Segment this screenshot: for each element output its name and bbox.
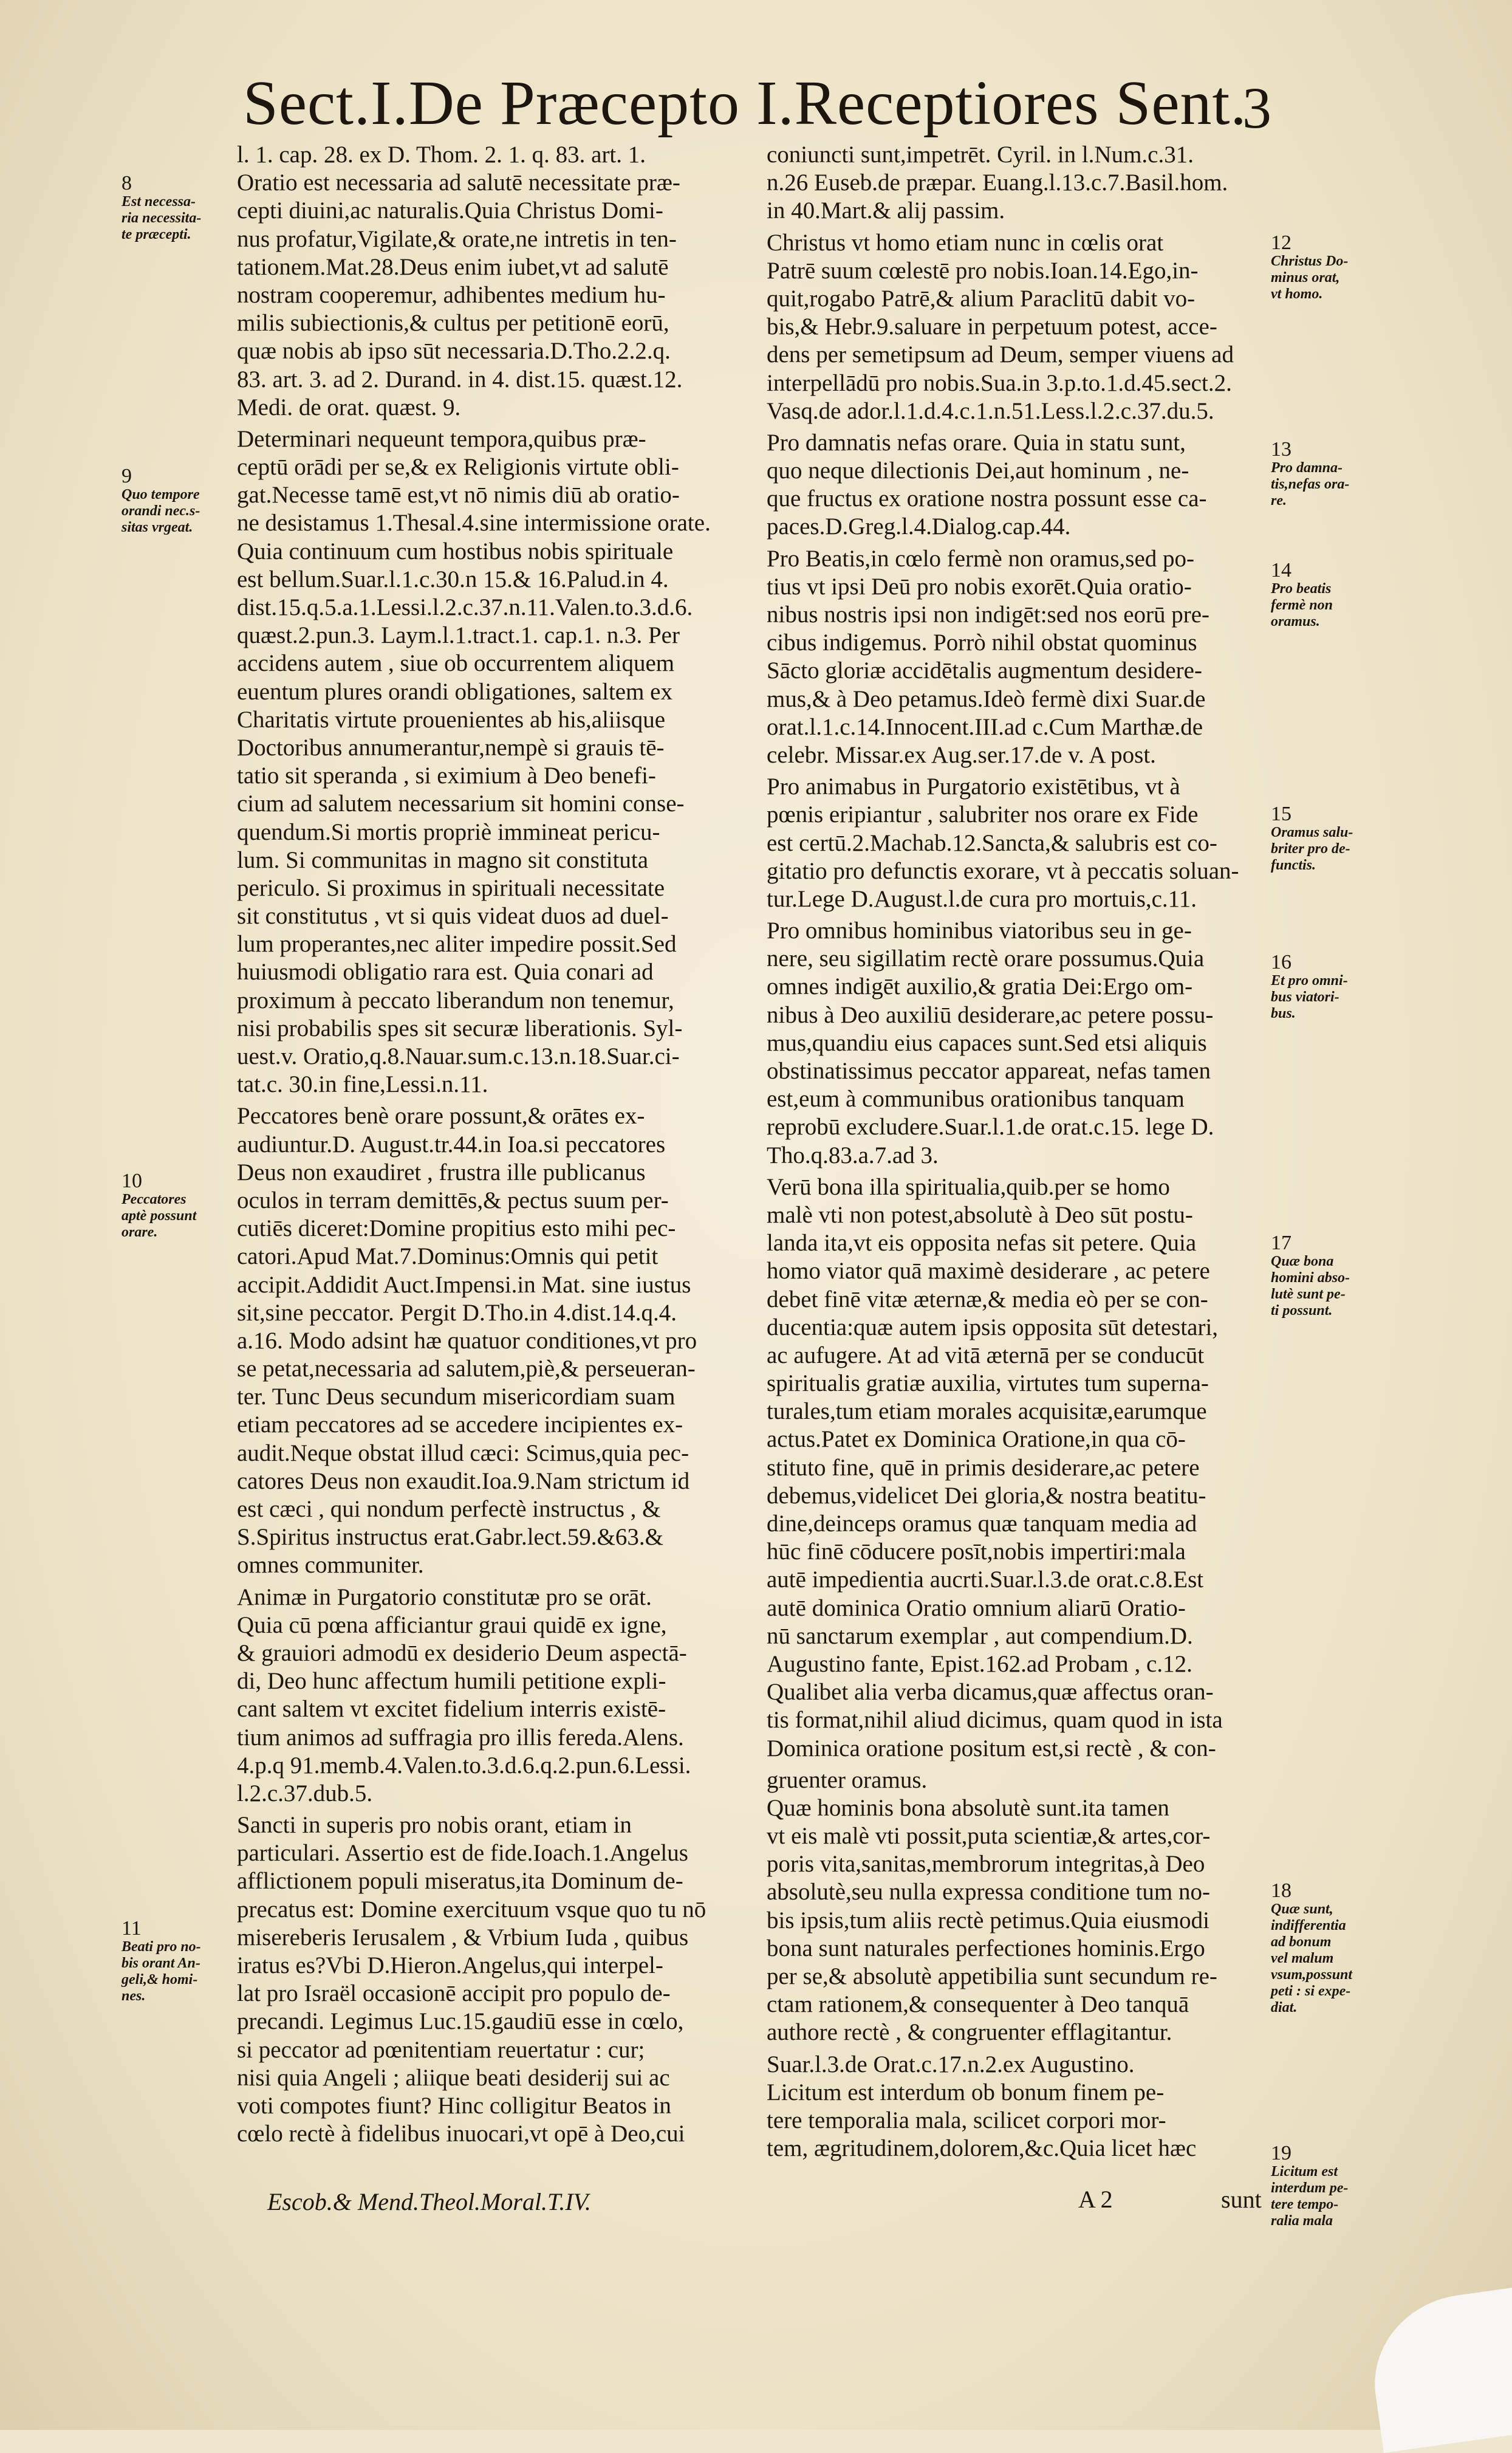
- text-line: etiam peccatores ad se accedere incipientes ex-: [237, 1412, 683, 1438]
- text-line: reprobū excludere.Suar.l.1.de orat.c.15. lege D.: [767, 1114, 1214, 1141]
- text-line: Doctoribus annumerantur,nempè si grauis tē-: [237, 734, 665, 761]
- margin-note-line: functis.: [1271, 857, 1316, 873]
- text-line: est bellum.Suar.l.1.c.30.n 15.& 16.Palud.in 4.: [237, 566, 669, 592]
- margin-note-line: Pro damna-: [1271, 460, 1343, 476]
- text-line: actus.Patet ex Dominica Oratione,in qua cō-: [767, 1426, 1186, 1453]
- margin-note: [1271, 803, 1404, 874]
- text-line: dist.15.q.5.a.1.Lessi.l.2.c.37.n.11.Valen.to.3.d.6.: [237, 594, 693, 620]
- text-line: audit.Neque obstat illud cæci: Scimus,quia pec-: [237, 1439, 689, 1466]
- text-line: cœlo rectè à fidelibus inuocari,vt opē à Deo,cui: [237, 2121, 685, 2147]
- margin-note-line: vsum,possunt: [1271, 1967, 1353, 1983]
- text-line: que fructus ex oratione nostra possunt esse ca-: [767, 485, 1207, 512]
- text-line: omnes communiter.: [237, 1552, 424, 1579]
- margin-note-line: geli,& homi-: [121, 1972, 198, 1988]
- margin-note-line: diat.: [1271, 2000, 1298, 2016]
- margin-note-line: Quo tempore: [121, 487, 200, 503]
- text-line: accipit.Addidit Auct.Impensi.in Mat. sine iustus: [237, 1271, 691, 1298]
- text-line: sit,sine peccator. Pergit D.Tho.in 4.dist.14.q.4.: [237, 1299, 677, 1326]
- text-line: est cæci , qui nondum perfectè instructus , &: [237, 1496, 661, 1522]
- text-line: Quæ hominis bona absolutè sunt.ita tamen: [767, 1794, 1169, 1821]
- margin-note-line: Oramus salu-: [1271, 825, 1353, 840]
- text-line: coniuncti sunt,impetrēt. Cyril. in l.Num.c.31.: [767, 142, 1194, 168]
- margin-note: [1271, 951, 1404, 1022]
- text-line: cepti diuini,ac naturalis.Quia Christus Domi-: [237, 197, 663, 224]
- catchword: sunt: [1221, 2186, 1262, 2213]
- text-line: cibus indigemus. Porrò nihil obstat quominus: [767, 630, 1197, 656]
- text-line: milis subiectionis,& cultus per petitionē eorū,: [237, 310, 669, 337]
- margin-note-line: Quæ sunt,: [1271, 1901, 1333, 1917]
- text-line: omnes indigēt auxilio,& gratia Dei:Ergo om-: [767, 973, 1193, 1000]
- text-line: a.16. Modo adsint hæ quatuor conditiones,vt pro: [237, 1327, 697, 1354]
- margin-note-line: ti possunt.: [1271, 1303, 1333, 1319]
- text-line: Dominica oratione positum est,si rectè , & con-: [767, 1735, 1216, 1762]
- margin-note: [1271, 232, 1404, 303]
- text-line: tat.c. 30.in fine,Lessi.n.11.: [237, 1071, 488, 1098]
- text-line: Christus vt homo etiam nunc in cœlis orat: [767, 229, 1164, 256]
- text-line: tationem.Mat.28.Deus enim iubet,vt ad salutē: [237, 253, 669, 280]
- margin-note: [121, 172, 231, 243]
- text-line: tatio sit speranda , si eximium à Deo benefi-: [237, 763, 656, 789]
- text-line: nibus à Deo auxiliū desiderare,ac petere possu-: [767, 1001, 1214, 1028]
- page-number: 3: [1242, 75, 1271, 140]
- text-line: quo neque dilectionis Dei,aut hominum , ne-: [767, 458, 1189, 484]
- margin-note-line: re.: [1271, 493, 1287, 509]
- text-line: quendum.Si mortis propriè immineat pericu-: [237, 818, 660, 845]
- text-line: & grauiori admodū ex desiderio Deum aspectā-: [237, 1639, 687, 1666]
- text-line: Vasq.de ador.l.1.d.4.c.1.n.51.Less.l.2.c.37.du.5.: [767, 397, 1214, 424]
- text-line: in 40.Mart.& alij passim.: [767, 197, 1005, 224]
- text-line: turales,tum etiam morales acquisitæ,earumque: [767, 1398, 1207, 1425]
- text-line: gat.Necesse tamē est,vt nō nimis diū ab oratio-: [237, 482, 680, 509]
- margin-note-line: orare.: [121, 1224, 158, 1240]
- text-line: Quia continuum cum hostibus nobis spirituale: [237, 538, 674, 564]
- text-line: authore rectè , & congruenter efflagitantur.: [767, 2019, 1172, 2046]
- left-text-column: [237, 141, 735, 2148]
- margin-note: [1271, 2142, 1404, 2229]
- paragraph-number: 13: [1271, 438, 1291, 461]
- paragraph-number: 14: [1271, 559, 1291, 582]
- text-line: per se,& absolutè appetibilia sunt secundum re-: [767, 1963, 1217, 1989]
- text-line: ac aufugere. At ad vitā æternā per se conducūt: [767, 1342, 1205, 1368]
- paragraph-number: 15: [1271, 803, 1291, 825]
- paragraph-number: 17: [1271, 1232, 1291, 1254]
- text-line: obstinatissimus peccator appareat, nefas tamen: [767, 1058, 1211, 1084]
- text-line: tium animos ad suffragia pro illis fereda.Alens.: [237, 1724, 684, 1751]
- text-line: se petat,necessaria ad salutem,piè,& perseueran-: [237, 1356, 696, 1382]
- margin-note: [1271, 438, 1404, 509]
- paragraph-number: 11: [121, 1917, 142, 1940]
- text-line: tius vt ipsi Deū pro nobis exorēt.Quia oratio-: [767, 573, 1192, 600]
- text-line: particulari. Assertio est de fide.Ioach.1.Angelus: [237, 1840, 688, 1867]
- text-line: Pro omnibus hominibus viatoribus seu in ge-: [767, 918, 1192, 944]
- margin-note-line: nes.: [121, 1988, 146, 2004]
- text-line: autē impedientia aucrti.Suar.l.3.de orat.c.8.Est: [767, 1566, 1204, 1593]
- text-line: l.2.c.37.dub.5.: [237, 1780, 373, 1806]
- text-line: nisi quia Angeli ; aliique beati desiderij sui ac: [237, 2064, 670, 2091]
- text-line: vt eis malè vti possit,puta scientiæ,& artes,cor-: [767, 1823, 1211, 1850]
- paragraph-number: 19: [1271, 2142, 1291, 2164]
- text-line: audiuntur.D. August.tr.44.in Ioa.si peccatores: [237, 1131, 666, 1158]
- text-line: nisi probabilis spes sit securæ liberationis. Syl-: [237, 1015, 683, 1041]
- torn-page-corner: [1364, 2287, 1512, 2453]
- text-line: ceptū orādi per se,& ex Religionis virtute obli-: [237, 454, 679, 481]
- text-line: Pro animabus in Purgatorio existētibus, vt à: [767, 774, 1180, 800]
- text-line: pœnis eripiantur , salubriter nos orare ex Fide: [767, 801, 1199, 828]
- text-line: tur.Lege D.August.l.de cura pro mortuis,c.11.: [767, 885, 1197, 912]
- margin-note-line: bus.: [1271, 1006, 1296, 1021]
- text-line: debet finē vitæ æternæ,& media eò per se con-: [767, 1286, 1208, 1312]
- text-line: lum. Si communitas in magno sit constituta: [237, 846, 649, 873]
- text-line: hūc finē cōducere posīt,nobis impertiri:mala: [767, 1539, 1186, 1565]
- paragraph-number: 12: [1271, 232, 1291, 254]
- text-line: tem, ægritudinem,dolorem,&c.Quia licet hæc: [767, 2135, 1197, 2162]
- text-line: cium ad salutem necessarium sit homini conse-: [237, 791, 685, 817]
- text-line: est,eum à communibus orationibus tanquam: [767, 1086, 1185, 1113]
- paragraph-number: 10: [121, 1170, 142, 1192]
- margin-note-line: Pro beatis: [1271, 581, 1332, 597]
- text-line: Deus non exaudiret , frustra ille publicanus: [237, 1159, 646, 1185]
- text-line: nus profatur,Vigilate,& orate,ne intretis in ten-: [237, 225, 677, 252]
- margin-note-line: Quæ bona: [1271, 1254, 1334, 1269]
- margin-note-line: fermè non: [1271, 597, 1333, 613]
- text-line: tis format,nihil aliud dicimus, quam quod in ista: [767, 1707, 1223, 1734]
- text-line: misereberis Ierusalem , & Vrbium Iuda , quibus: [237, 1924, 689, 1950]
- text-line: euentum plures orandi obligationes, saltem ex: [237, 678, 672, 705]
- margin-note-line: bus viatori-: [1271, 989, 1339, 1005]
- text-line: absolutè,seu nulla expressa conditione tum no-: [767, 1879, 1210, 1906]
- right-text-column: [767, 141, 1266, 2163]
- margin-note-line: tere tempo-: [1271, 2197, 1339, 2212]
- signature-mark: A 2: [1078, 2186, 1113, 2213]
- text-line: mus,& à Deo petamus.Ideò fermè dixi Suar.de: [767, 685, 1206, 712]
- text-line: catori.Apud Mat.7.Dominus:Omnis qui petit: [237, 1243, 659, 1270]
- margin-note-line: tis,nefas ora-: [1271, 476, 1350, 492]
- text-line: Licitum est interdum ob bonum finem pe-: [767, 2079, 1165, 2105]
- text-line: catores Deus non exaudit.Ioa.9.Nam strictum id: [237, 1467, 690, 1494]
- text-line: quæ nobis ab ipso sūt necessaria.D.Tho.2.2.q.: [237, 338, 671, 365]
- text-line: Verū bona illa spiritualia,quib.per se homo: [767, 1173, 1170, 1200]
- text-line: Animæ in Purgatorio constitutæ pro se orāt.: [237, 1583, 652, 1610]
- text-line: bis,& Hebr.9.saluare in perpetuum potest, acce-: [767, 314, 1217, 340]
- paragraph-number: 8: [121, 172, 132, 194]
- margin-note: [121, 465, 231, 536]
- margin-note: [1271, 559, 1404, 630]
- margin-note-line: aptè possunt: [121, 1208, 197, 1224]
- text-line: accidens autem , siue ob occurrentem aliquem: [237, 650, 675, 677]
- text-line: ne desistamus 1.Thesal.4.sine intermissione orate.: [237, 510, 711, 537]
- text-line: celebr. Missar.ex Aug.ser.17.de v. A post.: [767, 741, 1156, 768]
- margin-note-line: Peccatores: [121, 1192, 186, 1207]
- margin-note-line: homini abso-: [1271, 1270, 1350, 1286]
- text-line: Oratio est necessaria ad salutē necessitate præ-: [237, 170, 680, 196]
- margin-note: [121, 1917, 231, 2005]
- text-line: precandi. Legimus Luc.15.gaudiū esse in cœlo,: [237, 2008, 684, 2035]
- text-line: tere temporalia mala, scilicet corpori mor-: [767, 2107, 1166, 2133]
- text-line: Pro Beatis,in cœlo fermè non oramus,sed po-: [767, 545, 1195, 572]
- text-line: homo viator quā maximè desiderare , ac petere: [767, 1258, 1210, 1285]
- text-line: spiritualis gratiæ auxilia, virtutes tum superna-: [767, 1370, 1209, 1397]
- text-line: Peccatores benè orare possunt,& orātes ex-: [237, 1103, 645, 1130]
- margin-note-line: vel malum: [1271, 1950, 1334, 1966]
- text-line: quæst.2.pun.3. Laym.l.1.tract.1. cap.1. n.3. Per: [237, 622, 680, 649]
- text-line: Sācto gloriæ accidētalis augmentum desidere-: [767, 657, 1202, 684]
- text-line: Pro damnatis nefas orare. Quia in statu sunt,: [767, 429, 1186, 456]
- text-line: lat pro Israël occasionē accipit pro populo de-: [237, 1980, 671, 2007]
- text-line: S.Spiritus instructus erat.Gabr.lect.59.&63.&: [237, 1524, 663, 1551]
- text-line: gitatio pro defunctis exorare, vt à peccatis soluan-: [767, 857, 1239, 884]
- margin-note: [121, 1170, 231, 1241]
- text-line: Augustino fante, Epist.162.ad Probam , c.12.: [767, 1650, 1192, 1677]
- text-line: Charitatis virtute prouenientes ab his,aliisque: [237, 706, 666, 733]
- text-line: cant saltem vt excitet fidelium interris existē-: [237, 1696, 666, 1723]
- text-line: Patrē suum cœlestē pro nobis.Ioan.14.Ego,in-: [767, 257, 1199, 284]
- text-line: l. 1. cap. 28. ex D. Thom. 2. 1. q. 83. art. 1.: [237, 142, 646, 168]
- text-line: afflictionem populi miseratus,ita Dominum de-: [237, 1868, 683, 1895]
- text-line: lum properantes,nec aliter impedire possit.Sed: [237, 931, 677, 958]
- text-line: Sancti in superis pro nobis orant, etiam in: [237, 1812, 632, 1839]
- text-line: Quia cū pœna afficiantur graui quidē ex igne,: [237, 1611, 667, 1638]
- text-line: precatus est: Domine exercituum vsque quo tu nō: [237, 1896, 706, 1923]
- text-line: si peccator ad pœnitentiam reuertatur : cur;: [237, 2036, 645, 2063]
- margin-note-line: ria necessita-: [121, 210, 202, 226]
- text-line: interpellādū pro nobis.Sua.in 3.p.to.1.d.45.sect.2.: [767, 369, 1232, 396]
- text-line: paces.D.Greg.l.4.Dialog.cap.44.: [767, 513, 1071, 540]
- margin-note-line: Et pro omni-: [1271, 973, 1348, 989]
- paragraph-number: 9: [121, 465, 132, 487]
- text-line: huiusmodi obligatio rara est. Quia conari ad: [237, 959, 654, 986]
- text-line: Qualibet alia verba dicamus,quæ affectus oran-: [767, 1679, 1214, 1706]
- margin-note-line: te præcepti.: [121, 227, 191, 242]
- text-line: mus,quandiu eius capaces sunt.Sed etsi aliquis: [767, 1029, 1207, 1056]
- text-line: ctam rationem,& consequenter à Deo tanquā: [767, 1991, 1189, 2018]
- running-footer-title: Escob.& Mend.Theol.Moral.T.IV.: [267, 2188, 591, 2215]
- margin-note-line: indifferentia: [1271, 1918, 1346, 1933]
- text-line: debemus,videlicet Dei gloria,& nostra beatitu-: [767, 1482, 1206, 1509]
- text-line: sit constitutus , vt si quis videat duos ad duel-: [237, 903, 669, 930]
- text-line: di, Deo hunc affectum humili petitione expli-: [237, 1668, 666, 1695]
- text-line: periculo. Si proximus in spirituali necessitate: [237, 874, 665, 901]
- text-line: gruenter oramus.: [767, 1766, 928, 1793]
- text-line: n.26 Euseb.de præpar. Euang.l.13.c.7.Basil.hom.: [767, 170, 1228, 196]
- text-line: proximum à peccato liberandum non tenemur,: [237, 987, 674, 1014]
- text-line: malè vti non potest,absolutè à Deo sūt postu-: [767, 1201, 1193, 1228]
- margin-note-line: interdum pe-: [1271, 2180, 1349, 2196]
- margin-note: [1271, 1232, 1404, 1319]
- margin-note-line: peti : si expe-: [1271, 1983, 1351, 1999]
- margin-note-line: sitas vrgeat.: [121, 520, 193, 535]
- margin-note-line: oramus.: [1271, 614, 1320, 630]
- text-line: 83. art. 3. ad 2. Durand. in 4. dist.15. quæst.12.: [237, 366, 683, 393]
- margin-note-line: lutè sunt pe-: [1271, 1286, 1346, 1302]
- margin-note-line: bis orant An-: [121, 1955, 200, 1971]
- text-line: ter. Tunc Deus secundum misericordiam suam: [237, 1384, 676, 1410]
- text-line: ducentia:quæ autem ipsis opposita sūt detestari,: [767, 1314, 1219, 1340]
- text-line: poris vita,sanitas,membrorum integritas,à Deo: [767, 1851, 1205, 1878]
- text-line: bis ipsis,tum aliis rectè petimus.Quia eiusmodi: [767, 1907, 1210, 1933]
- text-line: nibus nostris ipsi non indigēt:sed nos eorū pre-: [767, 602, 1210, 628]
- margin-note-line: Christus Do-: [1271, 253, 1349, 269]
- margin-note-line: Beati pro no-: [121, 1939, 201, 1955]
- margin-note: [1271, 1879, 1404, 2016]
- text-line: nere, seu sigillatim rectè orare possumus.Quia: [767, 945, 1205, 972]
- text-line: Determinari nequeunt tempora,quibus præ-: [237, 425, 646, 452]
- text-line: nostram cooperemur, adhibentes medium hu-: [237, 281, 666, 308]
- text-line: quit,rogabo Patrē,& alium Paraclitū dabit vo-: [767, 285, 1196, 312]
- margin-note-line: briter pro de-: [1271, 841, 1350, 857]
- text-line: nū sanctarum exemplar , aut compendium.D.: [767, 1622, 1193, 1649]
- margin-note-line: ralia mala: [1271, 2213, 1333, 2229]
- margin-note-line: orandi nec.s-: [121, 503, 200, 519]
- text-line: dine,deinceps oramus quæ tanquam media ad: [767, 1511, 1197, 1537]
- margin-note-line: Est necessa-: [121, 194, 196, 210]
- text-line: 4.p.q 91.memb.4.Valen.to.3.d.6.q.2.pun.6.Lessi.: [237, 1752, 691, 1779]
- text-line: est certū.2.Machab.12.Sancta,& salubris est co-: [767, 829, 1217, 856]
- margin-note-line: ad bonum: [1271, 1934, 1332, 1950]
- margin-note-line: Licitum est: [1271, 2164, 1338, 2180]
- text-line: iratus es?Vbi D.Hieron.Angelus,qui interpel-: [237, 1952, 663, 1978]
- text-line: oculos in terram demittēs,& pectus suum per-: [237, 1187, 669, 1213]
- text-line: Suar.l.3.de Orat.c.17.n.2.ex Augustino.: [767, 2051, 1135, 2077]
- paragraph-number: 16: [1271, 951, 1291, 973]
- margin-note-line: minus orat,: [1271, 270, 1340, 286]
- text-line: landa ita,vt eis opposita nefas sit petere. Quia: [767, 1230, 1197, 1257]
- paragraph-number: 18: [1271, 1879, 1291, 1902]
- margin-note-line: vt homo.: [1271, 286, 1323, 302]
- text-line: voti compotes fiunt? Hinc colligitur Beatos in: [237, 2092, 671, 2119]
- text-line: Tho.q.83.a.7.ad 3.: [767, 1142, 939, 1168]
- text-line: orat.l.1.c.14.Innocent.III.ad c.Cum Marthæ.de: [767, 713, 1203, 740]
- text-line: dens per semetipsum ad Deum, semper viuens ad: [767, 341, 1234, 368]
- page-header-title: Sect.I.De Præcepto I.Receptiores Sent.: [243, 68, 1247, 138]
- text-line: Medi. de orat. quæst. 9.: [237, 394, 461, 420]
- text-line: uest.v. Oratio,q.8.Nauar.sum.c.13.n.18.Suar.ci-: [237, 1043, 680, 1069]
- text-line: cutiēs diceret:Domine propitius esto mihi pec-: [237, 1215, 676, 1242]
- text-line: autē dominica Oratio omnium aliarū Oratio-: [767, 1594, 1186, 1621]
- text-line: bona sunt naturales perfectiones hominis.Ergo: [767, 1935, 1205, 1961]
- text-line: stituto fine, quē in primis desiderare,ac petere: [767, 1454, 1200, 1481]
